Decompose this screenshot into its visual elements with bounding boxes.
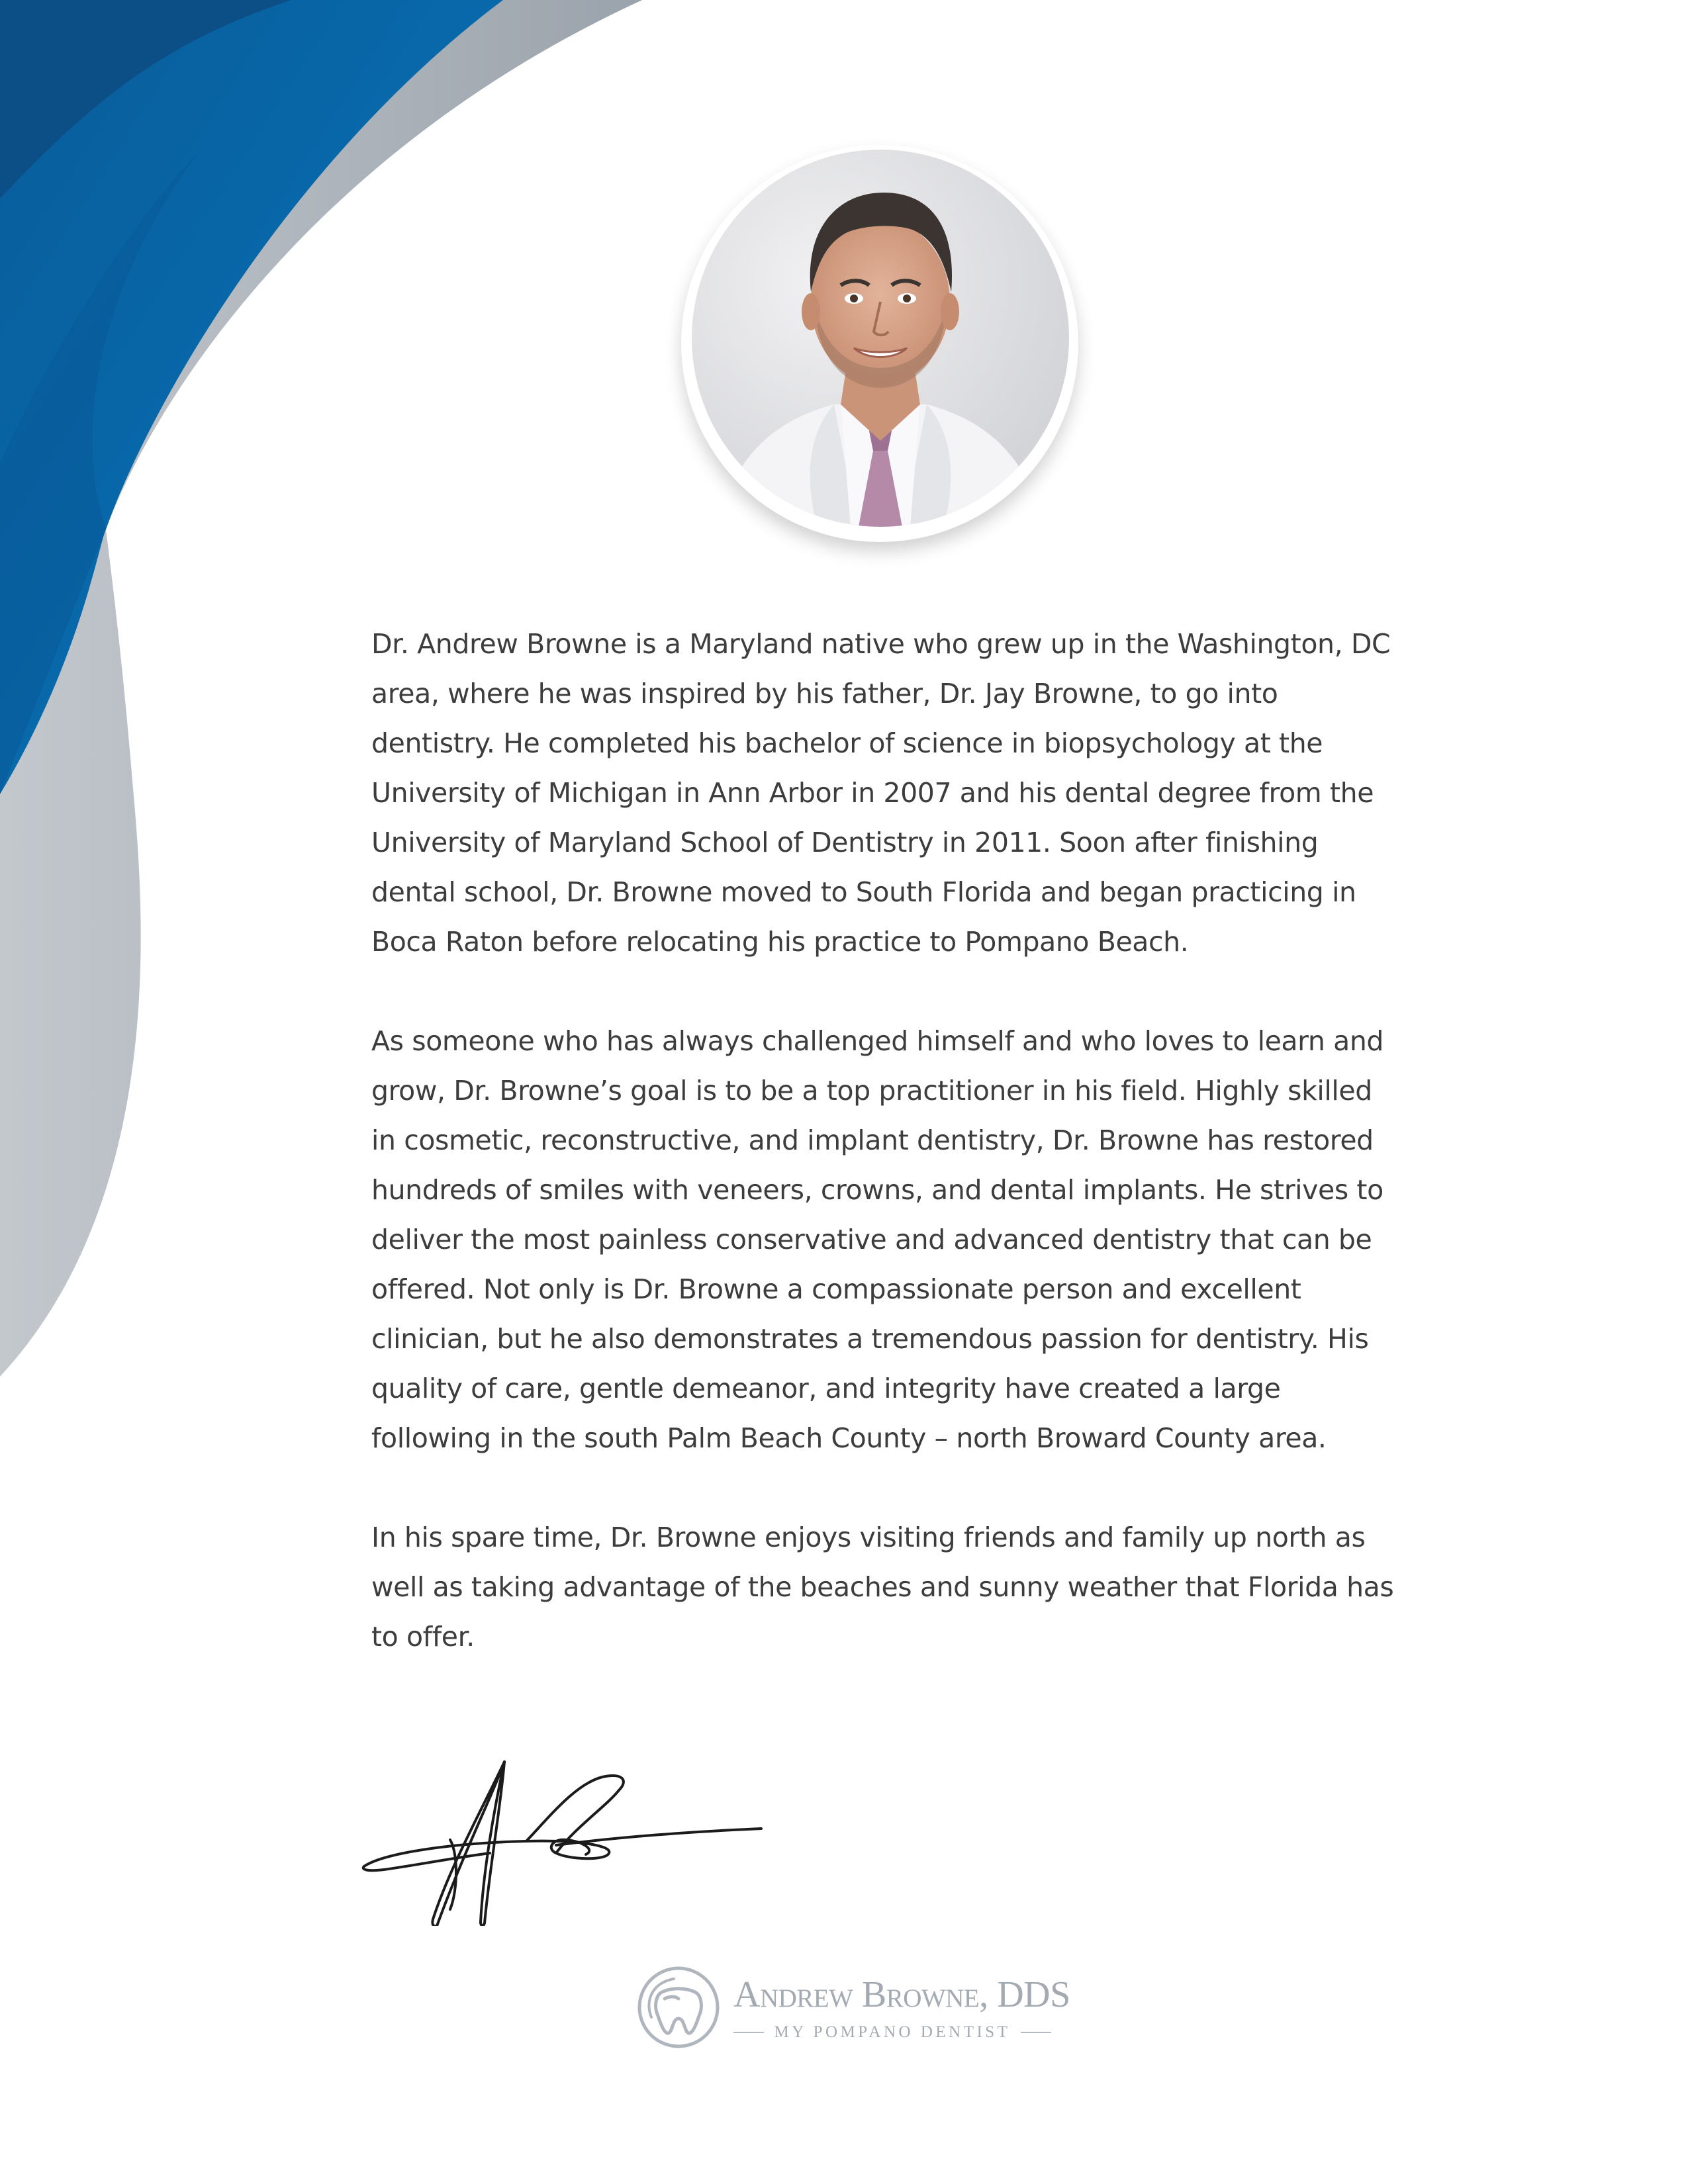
tooth-icon [635, 1964, 722, 2050]
biography [371, 619, 1404, 1711]
divider [1021, 2032, 1051, 2033]
logo-name: Andrew Browne, DDS [733, 1974, 1070, 2015]
signature [357, 1754, 768, 1926]
logo-tagline-row [733, 2023, 1051, 2042]
divider [733, 2032, 764, 2033]
practice-logo [635, 1964, 1070, 2057]
bio-paragraph: As someone who has always challenged himself and who loves to learn and grow, Dr. Browne’s goal is to be a top practitioner in his field. Highly skilled in cosmetic, reconstructive, and implant dentistry, Dr. Browne has restored hundreds of smiles with veneers, crowns, and dental implants. He strives to deliver the most painless conservative and advanced dentistry that can be offered. Not only is Dr. Browne a compassionate person and excellent clinician, but he also demonstrates a tremendous passion for dentistry. His quality of care, gentle demeanor, and integrity have created a large following in the south Palm Beach County – north Broward County area. [371, 1025, 1384, 1454]
doctor-portrait [692, 150, 1069, 527]
logo-tagline: MY POMPANO DENTIST [774, 2023, 1011, 2041]
bio-paragraph: Dr. Andrew Browne is a Maryland native who grew up in the Washington, DC area, where he was inspired by his father, Dr. Jay Browne, to go into dentistry. He completed his bachelor of science in biopsychology at the University of Michigan in Ann Arbor in 2007 and his dental degree from the University of Maryland School of Dentistry in 2011. Soon after finishing dental school, Dr. Browne moved to South Florida and began practicing in Boca Raton before relocating his practice to Pompano Beach. [371, 628, 1391, 958]
bio-paragraph: In his spare time, Dr. Browne enjoys visiting friends and family up north as well as taking advantage of the beaches and sunny weather that Florida has to offer. [371, 1522, 1394, 1653]
